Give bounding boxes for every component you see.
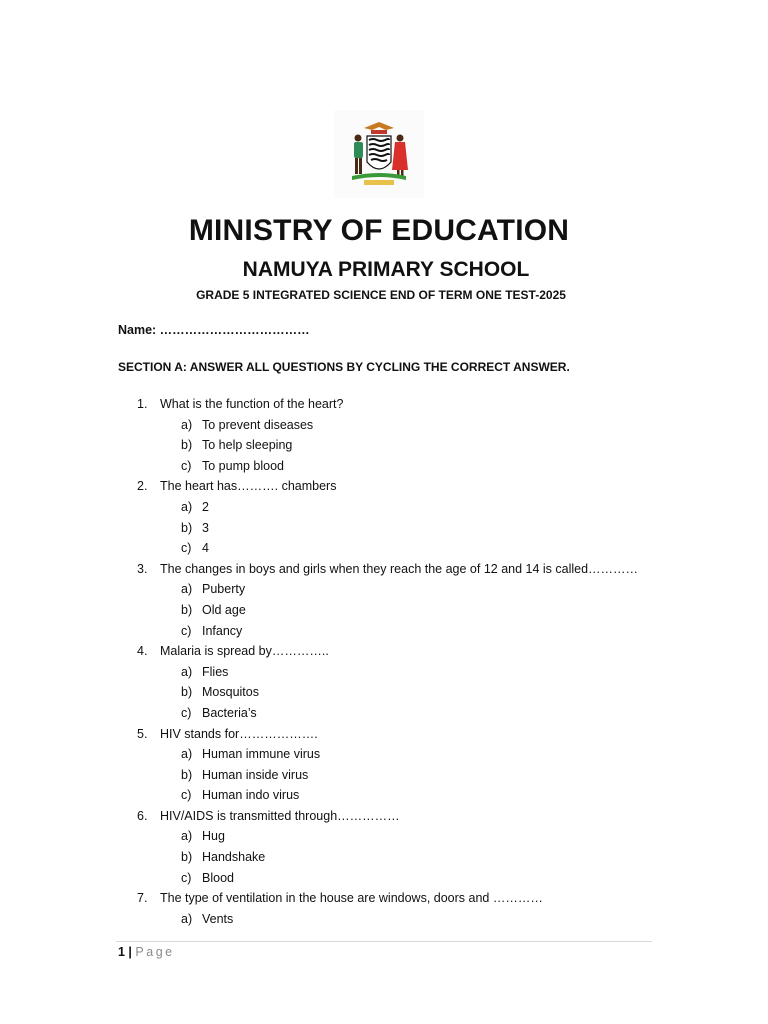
option-letter: c) <box>181 788 192 803</box>
answer-option <box>0 785 768 806</box>
option-letter: b) <box>181 685 193 700</box>
answer-option <box>0 682 768 703</box>
option-letter: b) <box>181 850 193 865</box>
page-footer <box>118 945 175 959</box>
coat-of-arms-icon <box>334 110 424 198</box>
answer-option <box>0 703 768 724</box>
answer-option <box>0 765 768 786</box>
option-letter: b) <box>181 602 193 617</box>
footer-divider <box>116 941 652 942</box>
option-text: Handshake <box>202 850 266 865</box>
question-text: HIV/AIDS is transmitted through…………… <box>160 808 400 823</box>
option-text: Vents <box>202 911 234 926</box>
page-label: Page <box>135 945 175 959</box>
option-text: Blood <box>202 870 234 885</box>
question-item <box>0 724 768 745</box>
option-letter: a) <box>181 417 193 432</box>
option-letter: c) <box>181 458 192 473</box>
question-text: The type of ventilation in the house are windows, doors and ………… <box>160 891 543 906</box>
answer-option <box>0 909 768 930</box>
option-letter: a) <box>181 829 193 844</box>
section-a-instructions: SECTION A: ANSWER ALL QUESTIONS BY CYCLING THE CORRECT ANSWER. <box>118 360 570 374</box>
question-list <box>0 394 768 929</box>
option-text: Puberty <box>202 582 246 597</box>
option-letter: b) <box>181 438 193 453</box>
name-field-label: Name: ……………………………… <box>118 323 310 337</box>
answer-option <box>0 415 768 436</box>
option-text: Hug <box>202 829 225 844</box>
answer-option <box>0 621 768 642</box>
question-number: 6. <box>137 808 148 823</box>
answer-option <box>0 579 768 600</box>
option-text: Infancy <box>202 623 243 638</box>
option-text: Human inside virus <box>202 767 309 782</box>
option-letter: a) <box>181 582 193 597</box>
option-text: 2 <box>202 499 209 514</box>
option-text: Flies <box>202 664 229 679</box>
option-text: To help sleeping <box>202 438 293 453</box>
page-number: 1 | <box>118 945 132 959</box>
option-text: 3 <box>202 520 209 535</box>
option-letter: b) <box>181 520 193 535</box>
option-text: Mosquitos <box>202 685 259 700</box>
option-text: To pump blood <box>202 458 285 473</box>
question-text: HIV stands for………………. <box>160 726 318 741</box>
option-text: Old age <box>202 602 246 617</box>
ministry-title: MINISTRY OF EDUCATION <box>188 214 570 247</box>
test-title: GRADE 5 INTEGRATED SCIENCE END OF TERM ONE TEST-2025 <box>196 288 566 302</box>
option-text: Human indo virus <box>202 788 300 803</box>
option-letter: c) <box>181 623 192 638</box>
option-letter: b) <box>181 767 193 782</box>
question-number: 1. <box>137 397 148 411</box>
question-item <box>0 888 768 909</box>
option-text: 4 <box>202 541 209 556</box>
option-letter: a) <box>181 664 193 679</box>
question-item <box>0 394 768 415</box>
question-number: 3. <box>137 561 148 576</box>
school-name: NAMUYA PRIMARY SCHOOL <box>242 258 530 281</box>
question-item <box>0 559 768 580</box>
question-item <box>0 806 768 827</box>
question-number: 2. <box>137 479 148 494</box>
answer-option <box>0 744 768 765</box>
answer-option <box>0 538 768 559</box>
question-text: Malaria is spread by………….. <box>160 644 329 659</box>
option-letter: a) <box>181 499 193 514</box>
question-text: The changes in boys and girls when they reach the age of 12 and 14 is called………… <box>160 561 639 576</box>
option-letter: a) <box>181 747 193 762</box>
question-number: 5. <box>137 726 148 741</box>
option-letter: c) <box>181 870 192 885</box>
question-item <box>0 476 768 497</box>
answer-option <box>0 518 768 539</box>
answer-option <box>0 868 768 889</box>
question-item <box>0 641 768 662</box>
answer-option <box>0 456 768 477</box>
question-number: 7. <box>137 891 148 906</box>
answer-option <box>0 435 768 456</box>
option-letter: a) <box>181 911 193 926</box>
answer-option <box>0 847 768 868</box>
question-number: 4. <box>137 644 148 659</box>
answer-option <box>0 497 768 518</box>
answer-option <box>0 600 768 621</box>
option-letter: c) <box>181 541 192 556</box>
option-text: To prevent diseases <box>202 417 314 432</box>
option-letter: c) <box>181 705 192 720</box>
answer-option <box>0 662 768 683</box>
answer-option <box>0 826 768 847</box>
question-text: What is the function of the heart? <box>160 397 344 411</box>
option-text: Bacteria’s <box>202 705 257 720</box>
question-text: The heart has………. chambers <box>160 479 337 494</box>
option-text: Human immune virus <box>202 747 321 762</box>
